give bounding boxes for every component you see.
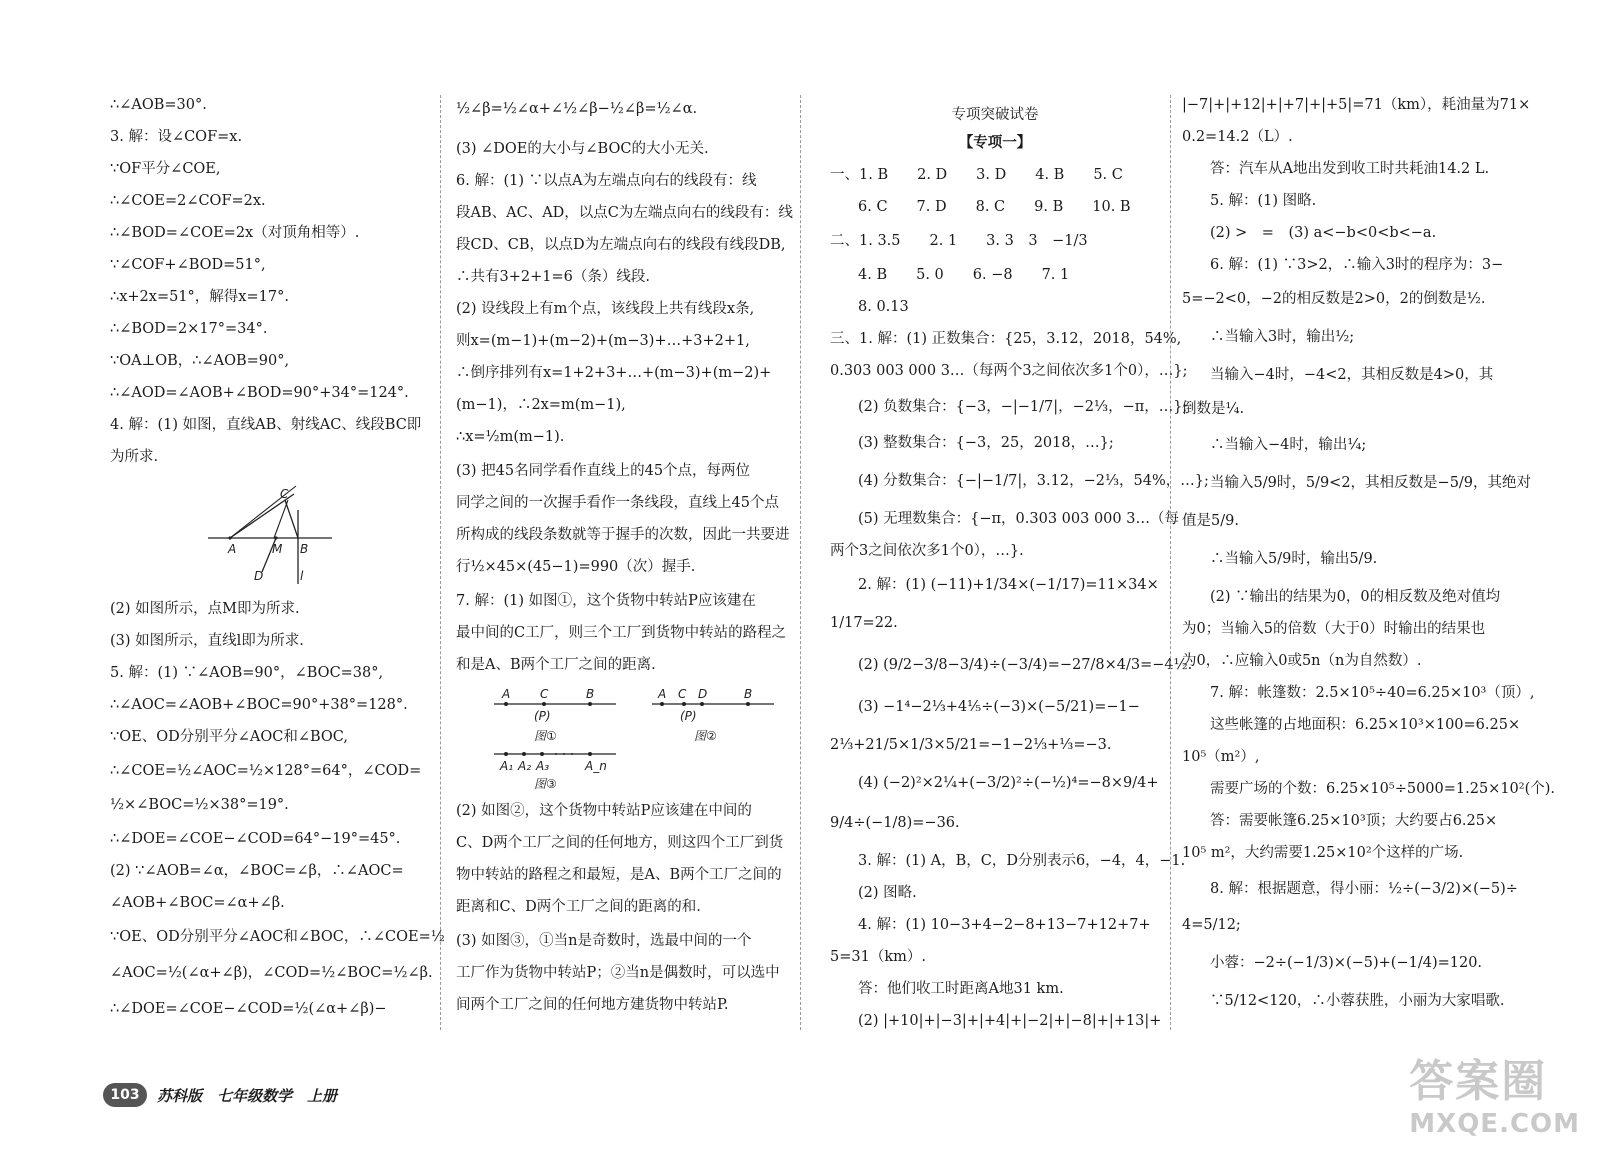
column-divider	[440, 95, 441, 1030]
figure-label: l	[300, 569, 304, 583]
text-line: 3. 解：(1) A，B，C，D分别表示6，−4，4，−1.	[858, 853, 1186, 869]
figure-label: C	[540, 687, 549, 701]
text-line: (2) |+10|+|−3|+|+4|+|−2|+|−8|+|+13|+	[858, 1013, 1162, 1029]
text-line: C、D两个工厂之间的任何地方，则这四个工厂到货	[456, 835, 784, 851]
text-line: ∴∠DOE=∠COE−∠COD=64°−19°=45°.	[110, 831, 401, 847]
text-line: 小蓉：−2÷(−1/3)×(−5)+(−1/4)=120.	[1210, 955, 1483, 971]
text-line: (3) 如图所示，直线l即为所求.	[110, 633, 304, 649]
text-line: 物中转站的路程之和最短，是A、B两个工厂之间的	[456, 867, 782, 883]
page-footer	[103, 1083, 337, 1107]
figure-label: A_n	[585, 759, 607, 773]
text-line: (2) ∵∠AOB=∠α，∠BOC=∠β，∴∠AOC=	[110, 863, 404, 879]
text-line: ∵OE、OD分别平分∠AOC和∠BOC,	[110, 729, 348, 745]
text-line: (2) 如图②，这个货物中转站P应该建在中间的	[456, 803, 752, 819]
text-line: 需要广场的个数：6.25×10⁵÷5000=1.25×10²(个).	[1210, 781, 1556, 797]
text-line: ½∠β=½∠α+∠½∠β−½∠β=½∠α.	[456, 101, 698, 117]
text-line: 9/4÷(−1/8)=−36.	[830, 815, 960, 831]
text-line: 所构成的线段条数就等于握手的次数，因此一共要进	[456, 527, 790, 543]
text-line: 1/17=22.	[830, 615, 898, 631]
text-line: 段CD、CB，以点D为左端点向右的线段有线段DB,	[456, 237, 786, 253]
text-line: (2) (9/2−3/8−3/4)÷(−3/4)=−27/8×4/3=−4½.	[858, 657, 1193, 673]
text-line: (4) 分数集合：{−|−1/7|，3.12，−2⅓，54%，…};	[858, 473, 1209, 489]
figure-label: B	[744, 687, 753, 701]
text-line: 值是5/9.	[1182, 513, 1239, 529]
text-line: ∴∠COE=½∠AOC=½×128°=64°，∠COD=	[110, 763, 422, 779]
text-line: ∵∠COF+∠BOD=51°,	[110, 257, 266, 273]
text-line: 距离和C、D两个工厂之间的距离的和.	[456, 899, 701, 915]
section-subtitle: 【专项一】	[958, 134, 1032, 151]
text-line: 2⅓+21/5×1/3×5/21=−1−2⅓+⅓=−3.	[830, 737, 1112, 753]
text-line: (2) ∵输出的结果为0，0的相反数及绝对值均	[1210, 589, 1501, 605]
text-line: ∠AOB+∠BOC=∠α+∠β.	[110, 895, 285, 911]
figure-label: M	[272, 542, 283, 556]
page-number-badge: 103	[103, 1083, 147, 1107]
geometry-figure-4	[200, 480, 340, 590]
figure-label: A	[228, 542, 237, 556]
text-line: (3) 如图③，①当n是奇数时，选最中间的一个	[456, 933, 752, 949]
text-line: 答：汽车从A地出发到收工时共耗油14.2 L.	[1210, 161, 1490, 177]
watermark	[1409, 1045, 1580, 1139]
text-line: ∴当输入5/9时，输出5/9.	[1210, 551, 1378, 567]
text-line: 4=5/12;	[1182, 917, 1241, 933]
text-line: ∴当输入−4时，输出¼;	[1210, 437, 1367, 453]
figure-label: D	[698, 687, 708, 701]
text-line: 倒数是¼.	[1182, 401, 1245, 417]
text-line: (3) ∠DOE的大小与∠BOC的大小无关.	[456, 141, 709, 157]
text-line: (5) 无理数集合：{−π，0.303 003 000 3…（每	[858, 511, 1179, 527]
text-line: 7. 解：(1) 如图①，这个货物中转站P应该建在	[456, 593, 756, 609]
text-line: 5. 解：(1) ∵∠AOB=90°，∠BOC=38°,	[110, 665, 384, 681]
text-line: 8. 解：根据题意，得小丽：½÷(−3/2)×(−5)÷	[1210, 881, 1518, 897]
text-line: 工厂作为货物中转站P；②当n是偶数时，可以选中	[456, 965, 780, 981]
text-line: (3) −1⁴−2⅓+4⅕÷(−3)×(−5/21)=−1−	[858, 699, 1140, 715]
figure-label: B	[300, 542, 309, 556]
figure-label: A₃	[536, 759, 550, 773]
text-line: 这些帐篷的占地面积：6.25×10³×100=6.25×	[1210, 717, 1521, 733]
figure-label: (P)	[680, 709, 697, 723]
text-line: (2) 如图所示，点M即为所求.	[110, 601, 300, 617]
text-line: 5=31（km）.	[830, 949, 926, 965]
text-line: ∴倒序排列有x=1+2+3+…+(m−3)+(m−2)+	[456, 365, 772, 381]
text-line: 为0；当输入5的倍数（大于0）时输出的结果也	[1182, 621, 1486, 637]
text-line: 三、1. 解：(1) 正数集合：{25，3.12，2018，54%,	[830, 331, 1182, 347]
text-line: (4) (−2)²×2¼+(−3/2)²÷(−½)⁴=−8×9/4+	[858, 775, 1159, 791]
figure-label: A	[658, 687, 667, 701]
text-line: 0.2=14.2（L）.	[1182, 129, 1293, 145]
figure-caption: 图①	[534, 729, 557, 743]
text-line: ∵OE、OD分别平分∠AOC和∠BOC，∴∠COE=½	[110, 929, 445, 945]
text-line: 6. 解：(1) ∵3>2，∴输入3时的程序为：3−	[1210, 257, 1504, 273]
text-line: (2) > = (3) a<−b<0<b<−a.	[1210, 225, 1437, 241]
text-line: ½×∠BOC=½×38°=19°.	[110, 797, 289, 813]
text-line: 二、1. 3.5 2. 1 3. 3 3 −1/3	[830, 233, 1088, 249]
column-divider	[800, 95, 801, 1030]
figure-label: A	[502, 687, 511, 701]
text-line: ∵OA⊥OB，∴∠AOB=90°,	[110, 353, 290, 369]
text-line: 两个3之间依次多1个0），…}.	[830, 543, 1024, 559]
text-line: 一、1. B 2. D 3. D 4. B 5. C	[830, 167, 1123, 183]
text-line: 10⁵ m²，大约需要1.25×10²个这样的广场.	[1182, 845, 1464, 861]
number-line-figure-1	[490, 684, 620, 748]
text-line: (2) 设线段上有m个点，该线段上共有线段x条,	[456, 301, 755, 317]
figure-label: C	[678, 687, 687, 701]
text-line: 答：需要帐篷6.25×10³顶；大约要占6.25×	[1210, 813, 1498, 829]
text-line: 10⁵（m²）,	[1182, 749, 1260, 765]
text-line: (m−1)，∴2x=m(m−1),	[456, 397, 626, 413]
text-line: ∴∠AOD=∠AOB+∠BOD=90°+34°=124°.	[110, 385, 409, 401]
text-line: (2) 负数集合：{−3，−|−1/7|，−2⅓，−π，…};	[858, 399, 1188, 415]
number-line-figure-3	[490, 744, 620, 792]
figure-label: C	[280, 487, 289, 501]
text-line: ∴共有3+2+1=6（条）线段.	[456, 269, 650, 285]
text-line: ∴x+2x=51°，解得x=17°.	[110, 289, 289, 305]
text-line: (2) 图略.	[858, 885, 917, 901]
text-line: 6. C 7. D 8. C 9. B 10. B	[858, 199, 1131, 215]
text-line: 0.303 003 000 3…（每两个3之间依次多1个0），…};	[830, 363, 1188, 379]
text-line: 和是A、B两个工厂之间的距离.	[456, 657, 656, 673]
text-line: |−7|+|+12|+|+7|+|+5|=71（km），耗油量为71×	[1182, 97, 1531, 113]
text-line: 4. 解：(1) 如图，直线AB、射线AC、线段BC即	[110, 417, 422, 433]
text-line: (3) 整数集合：{−3，25，2018，…};	[858, 435, 1114, 451]
figure-label: B	[586, 687, 595, 701]
text-line: 最中间的C工厂，则三个工厂到货物中转站的路程之	[456, 625, 787, 641]
figure-label: A₂	[518, 759, 532, 773]
text-line: (3) 把45名同学看作直线上的45个点，每两位	[456, 463, 751, 479]
text-line: 2. 解：(1) (−11)+1/34×(−1/17)=11×34×	[858, 577, 1159, 593]
text-line: 间两个工厂之间的任何地方建货物中转站P.	[456, 997, 729, 1013]
column-divider	[1170, 95, 1171, 1030]
section-title: 专项突破试卷	[951, 107, 1039, 123]
text-line: ∴∠AOC=∠AOB+∠BOC=90°+38°=128°.	[110, 697, 408, 713]
text-line: ∴∠DOE=∠COE−∠COD=½(∠α+∠β)−	[110, 1001, 387, 1017]
text-line: ∴x=½m(m−1).	[456, 429, 565, 445]
book-title: 苏科版 七年级数学 上册	[157, 1086, 338, 1105]
text-line: ∴∠COE=2∠COF=2x.	[110, 193, 266, 209]
text-line: 为所求.	[110, 449, 159, 465]
text-line: ∴当输入3时，输出½;	[1210, 329, 1355, 345]
text-line: ∠AOC=½(∠α+∠β)，∠COD=½∠BOC=½∠β.	[110, 965, 433, 981]
figure-label: A₁	[500, 759, 514, 773]
text-line: ∴∠BOD=∠COE=2x（对顶角相等）.	[110, 225, 360, 241]
text-line: 则x=(m−1)+(m−2)+(m−3)+…+3+2+1,	[456, 333, 750, 349]
figure-caption: 图③	[534, 777, 557, 791]
text-line: 7. 解：帐篷数：2.5×10⁵÷40=6.25×10³（顶）,	[1210, 685, 1535, 701]
text-line: 当输入5/9时，5/9<2，其相反数是−5/9，其绝对	[1210, 475, 1532, 491]
text-line: 6. 解：(1) ∵以点A为左端点向右的线段有：线	[456, 173, 757, 189]
text-line: 答：他们收工时距离A地31 km.	[858, 981, 1064, 997]
text-line: 为0，∴应输入0或5n（n为自然数）.	[1182, 653, 1422, 669]
text-line: ∴∠BOD=2×17°=34°.	[110, 321, 268, 337]
number-line-figure-2	[648, 684, 778, 748]
text-line: 5. 解：(1) 图略.	[1210, 193, 1317, 209]
text-line: 3. 解：设∠COF=x.	[110, 129, 243, 145]
watermark-logo-text: 答案圈	[1409, 1056, 1548, 1107]
text-line: ∴∠AOB=30°.	[110, 97, 207, 113]
text-line: 段AB、AC、AD，以点C为左端点向右的线段有：线	[456, 205, 793, 221]
text-line: 8. 0.13	[858, 299, 909, 315]
text-line: ∵5/12<120，∴小蓉获胜，小丽为大家唱歌.	[1210, 993, 1505, 1009]
text-line: 5=−2<0，−2的相反数是2>0，2的倒数是½.	[1182, 291, 1486, 307]
text-line: 当输入−4时，−4<2，其相反数是4>0，其	[1210, 367, 1494, 383]
watermark-url: MXQE.COM	[1409, 1109, 1580, 1139]
text-line: ∵OF平分∠COE,	[110, 161, 221, 177]
text-line: 4. B 5. 0 6. −8 7. 1	[858, 267, 1070, 283]
text-line: 同学之间的一次握手看作一条线段，直线上45个点	[456, 495, 779, 511]
figure-label: (P)	[534, 709, 551, 723]
text-line: 4. 解：(1) 10−3+4−2−8+13−7+12+7+	[858, 917, 1151, 933]
text-line: 行½×45×(45−1)=990（次）握手.	[456, 559, 696, 575]
figure-label: D	[254, 569, 264, 583]
figure-caption: 图②	[694, 729, 717, 743]
